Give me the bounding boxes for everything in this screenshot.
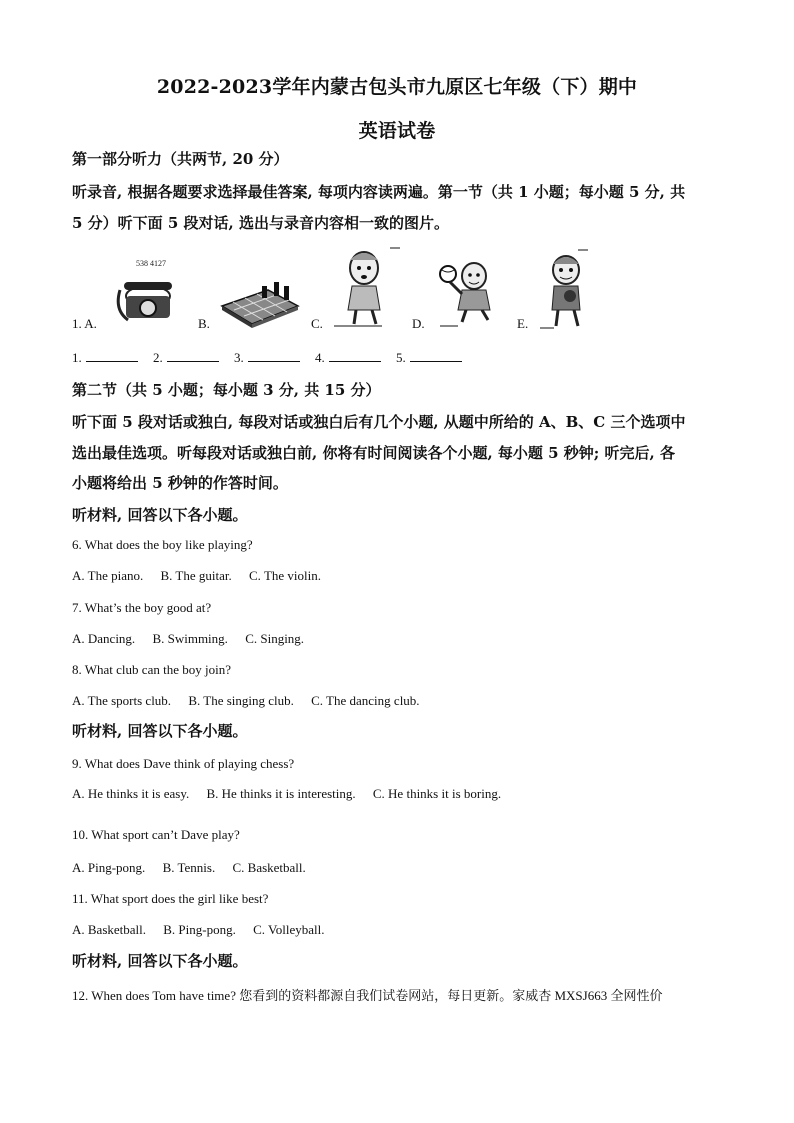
question-11-options: [72, 922, 339, 938]
telephone-number: 538 4127: [136, 259, 166, 268]
option-c[interactable]: C. He thinks it is boring.: [372, 786, 502, 801]
option-c[interactable]: C. The dancing club.: [311, 693, 420, 708]
question-7-options: [72, 631, 318, 647]
option-b[interactable]: B. The guitar.: [160, 568, 232, 583]
option-b[interactable]: B. Swimming.: [152, 631, 228, 646]
material-prompt-3: 听材料, 回答以下各小题。: [72, 952, 248, 970]
section2-instructions-line1: 听下面 5 段对话或独白, 每段对话或独白后有几个小题, 从题中所给的 A、B、C 三个选项中: [72, 413, 686, 431]
question-6-options: [72, 568, 335, 584]
material-prompt-2: 听材料, 回答以下各小题。: [72, 722, 248, 740]
question-6: 6. What does the boy like playing?: [72, 537, 253, 552]
question-8-options: [72, 693, 434, 709]
option-c[interactable]: C. The violin.: [249, 568, 321, 583]
option-a[interactable]: A. He thinks it is easy.: [72, 786, 190, 801]
question-7: 7. What’s the boy good at?: [72, 600, 212, 615]
exam-title: 2022-2023学年内蒙古包头市九原区七年级（下）期中: [156, 76, 638, 98]
picture-label-a: 1. A.: [72, 316, 97, 331]
option-b[interactable]: B. He thinks it is interesting.: [206, 786, 356, 801]
option-a[interactable]: A. Dancing.: [72, 631, 136, 646]
section2-instructions-line2: 选出最佳选项。听每段对话或独白前, 你将有时间阅读各个小题, 每小题 5 秒钟; 听完后, 各: [72, 444, 675, 462]
answer-blank-2[interactable]: 2.: [153, 349, 231, 366]
picture-label-b: B.: [198, 316, 210, 331]
option-c[interactable]: C. Singing.: [245, 631, 305, 646]
answer-blanks: [72, 349, 474, 366]
question-9-options: [72, 786, 515, 802]
picture-label-e: E.: [517, 316, 529, 331]
option-a[interactable]: A. The sports club.: [72, 693, 172, 708]
material-prompt-1: 听材料, 回答以下各小题。: [72, 506, 248, 524]
section2-heading: 第二节（共 5 小题；每小题 3 分, 共 15 分）: [72, 381, 381, 399]
girl-singing-icon: [330, 246, 400, 334]
boy-ball-icon: [436, 258, 504, 334]
exam-subtitle: 英语试卷: [358, 120, 436, 142]
option-c[interactable]: C. Basketball.: [232, 860, 306, 875]
chessboard-icon: [218, 276, 300, 332]
question-11: 11. What sport does the girl like best?: [72, 891, 269, 906]
option-a[interactable]: A. Basketball.: [72, 922, 147, 937]
boy-swimming-icon: [538, 248, 594, 334]
option-b[interactable]: B. Tennis.: [162, 860, 216, 875]
option-c[interactable]: C. Volleyball.: [253, 922, 325, 937]
question-12: 12. When does Tom have time? 您看到的资料都源自我们试卷网站，每日更新。家威杏 MXSJ663 全网性价: [72, 988, 663, 1003]
option-a[interactable]: A. Ping-pong.: [72, 860, 146, 875]
answer-blank-1[interactable]: 1.: [72, 349, 150, 366]
section1-instructions-line1: 听录音, 根据各题要求选择最佳答案, 每项内容读两遍。第一节（共 1 小题；每小题 5 分, 共: [72, 183, 686, 201]
section1-instructions-line2: 5 分）听下面 5 段对话, 选出与录音内容相一致的图片。: [72, 214, 449, 232]
option-a[interactable]: A. The piano.: [72, 568, 144, 583]
question-9: 9. What does Dave think of playing chess?: [72, 756, 295, 771]
question-10: 10. What sport can’t Dave play?: [72, 827, 240, 842]
answer-blank-4[interactable]: 4.: [315, 349, 393, 366]
answer-blank-5[interactable]: 5.: [396, 349, 474, 366]
option-b[interactable]: B. Ping-pong.: [163, 922, 236, 937]
question-8: 8. What club can the boy join?: [72, 662, 231, 677]
telephone-icon: [108, 256, 186, 330]
answer-blank-3[interactable]: 3.: [234, 349, 312, 366]
section2-instructions-line3: 小题将给出 5 秒钟的作答时间。: [72, 474, 288, 492]
picture-label-c: C.: [311, 316, 323, 331]
part1-heading: 第一部分听力（共两节, 20 分）: [72, 150, 289, 168]
picture-label-d: D.: [412, 316, 425, 331]
question-10-options: [72, 860, 320, 876]
option-b[interactable]: B. The singing club.: [188, 693, 294, 708]
